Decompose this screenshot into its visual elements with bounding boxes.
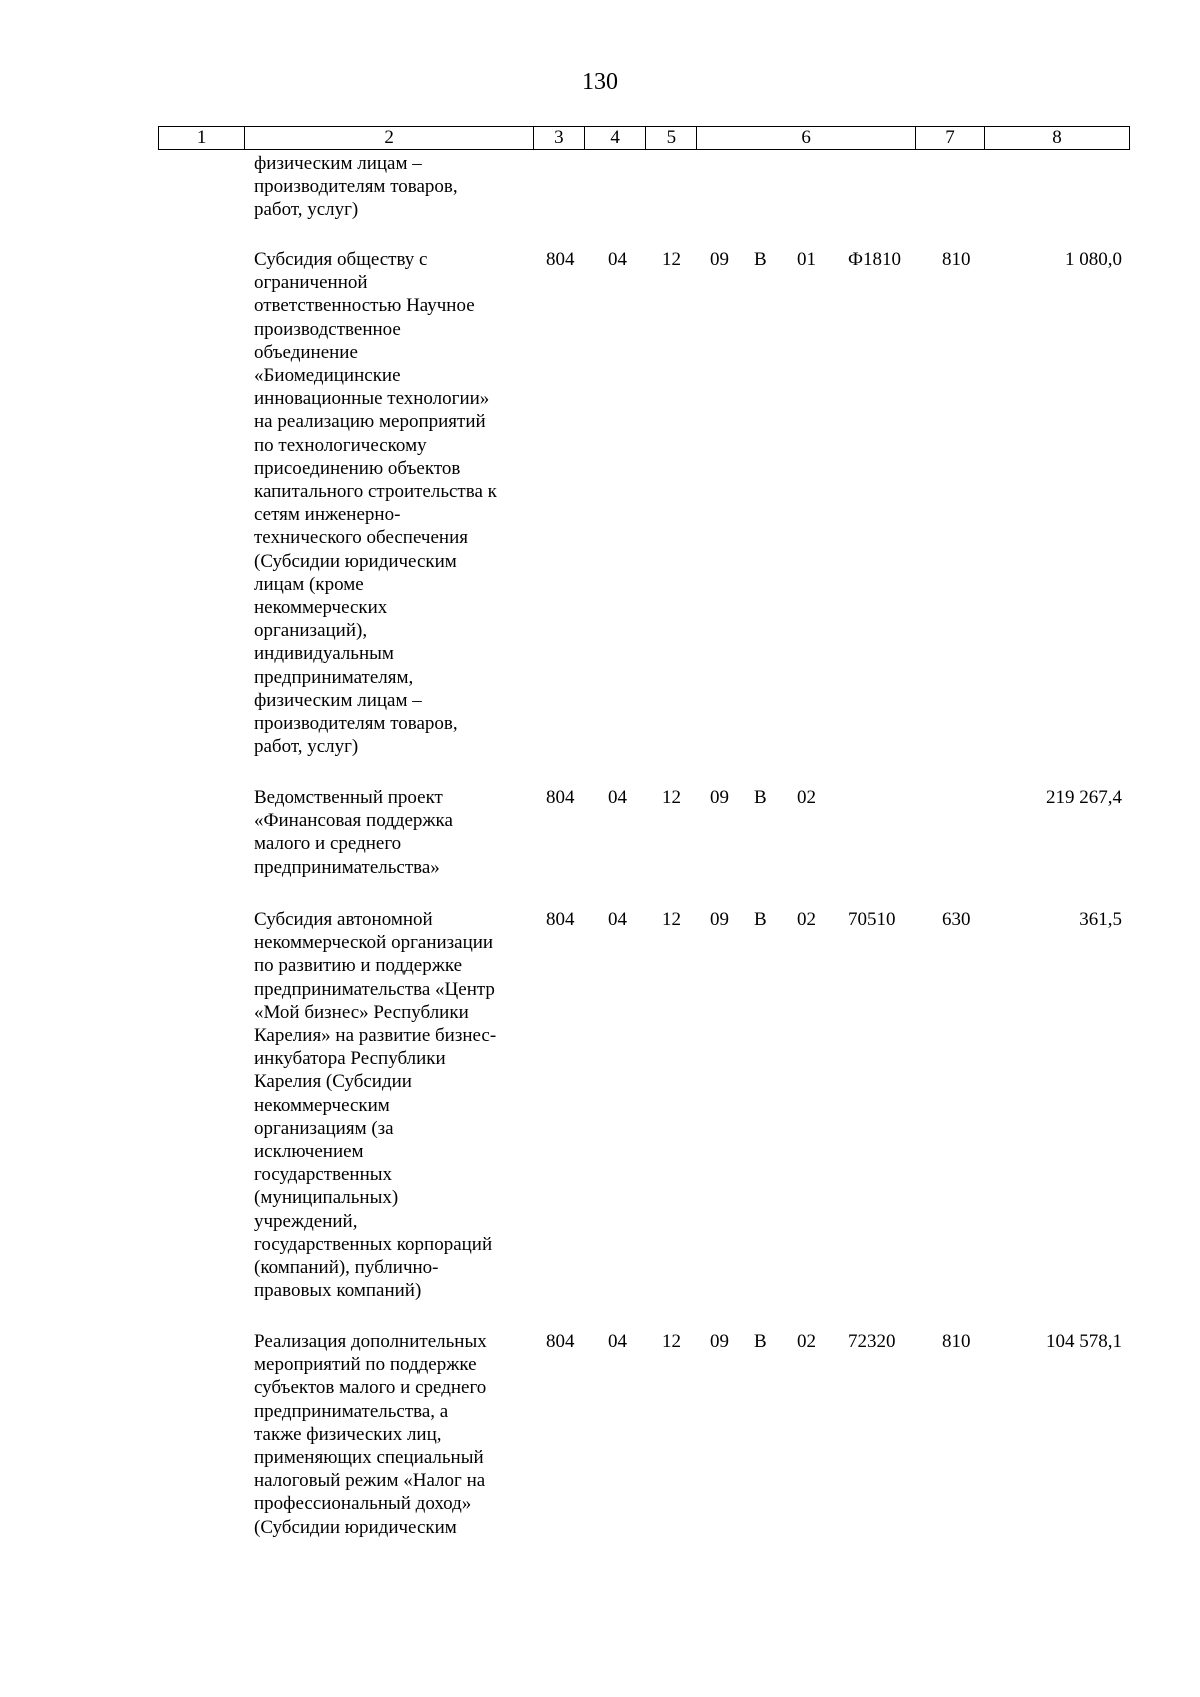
row-col-7: 810: [942, 1331, 971, 1352]
column-header-7: 7: [916, 127, 985, 150]
row-col-6-part-4: 70510: [848, 909, 896, 930]
row-col-6-part-3: 02: [797, 909, 816, 930]
row-description: Субсидия автономной некоммерческой организации по развитию и поддержке предпринимательства «Центр «Мой бизнес» Республики Карелия» на развитие бизнес- инкубатора Республики Карелия (Субсидии некоммерческим организациям (за исключением государственных (муниципальных) учреждений, государственных корпораций (компаний), публично- правовых компаний): [254, 909, 497, 1302]
column-header-6: 6: [697, 127, 916, 150]
row-col-6-part-1: 09: [710, 909, 729, 930]
row-col-3: 804: [546, 249, 575, 270]
column-header-1: 1: [159, 127, 245, 150]
column-header-row: [159, 127, 1130, 150]
row-description: Субсидия обществу с ограниченной ответственностью Научное производственное объединение «Биомедицинские инновационные технологии» на реализацию мероприятий по технологическому присоединению объектов капитального строительства к сетям инженерно- технического обеспечения (Субсидии юридическим лицам (кроме некоммерческих организаций), индивидуальным предпринимателям, физическим лицам – производителям товаров, работ, услуг): [254, 249, 497, 758]
page-number: 130: [582, 69, 618, 95]
column-header-8: 8: [985, 127, 1130, 150]
row-col-6-part-3: 01: [797, 249, 816, 270]
column-header-table: [158, 126, 1130, 150]
row-col-5: 12: [662, 909, 681, 930]
column-header-2: 2: [245, 127, 534, 150]
row-col-4: 04: [608, 1331, 627, 1352]
row-col-8-amount: 361,5: [1079, 909, 1122, 930]
column-header-4: 4: [584, 127, 646, 150]
row-col-6-part-1: 09: [710, 787, 729, 808]
row-col-4: 04: [608, 787, 627, 808]
row-col-8-amount: 104 578,1: [1046, 1331, 1122, 1352]
row-col-4: 04: [608, 249, 627, 270]
row-col-8-amount: 219 267,4: [1046, 787, 1122, 808]
row-col-6-part-2: В: [754, 909, 767, 930]
column-header-3: 3: [534, 127, 585, 150]
row-col-3: 804: [546, 787, 575, 808]
row-col-6-part-3: 02: [797, 787, 816, 808]
row-col-6-part-4: Ф1810: [848, 249, 902, 270]
row-col-3: 804: [546, 909, 575, 930]
row-description: Ведомственный проект «Финансовая поддержка малого и среднего предпринимательства»: [254, 787, 453, 878]
row-col-4: 04: [608, 909, 627, 930]
row-col-6-part-2: В: [754, 1331, 767, 1352]
row-col-7: 810: [942, 249, 971, 270]
row-col-7: 630: [942, 909, 971, 930]
row-col-6-part-4: 72320: [848, 1331, 896, 1352]
row-description: Реализация дополнительных мероприятий по поддержке субъектов малого и среднего предпринимательства, а также физических лиц, применяющих специальный налоговый режим «Налог на профессиональный доход» (Субсидии юридическим: [254, 1331, 487, 1538]
row-col-8-amount: 1 080,0: [1065, 249, 1122, 270]
row-col-6-part-1: 09: [710, 249, 729, 270]
row-col-6-part-1: 09: [710, 1331, 729, 1352]
row-col-5: 12: [662, 249, 681, 270]
row-col-6-part-3: 02: [797, 1331, 816, 1352]
row-col-3: 804: [546, 1331, 575, 1352]
column-header-5: 5: [646, 127, 697, 150]
continuation-text: физическим лицам – производителям товаров, работ, услуг): [254, 153, 458, 221]
row-col-6-part-2: В: [754, 787, 767, 808]
row-col-6-part-2: В: [754, 249, 767, 270]
row-col-5: 12: [662, 787, 681, 808]
row-col-5: 12: [662, 1331, 681, 1352]
